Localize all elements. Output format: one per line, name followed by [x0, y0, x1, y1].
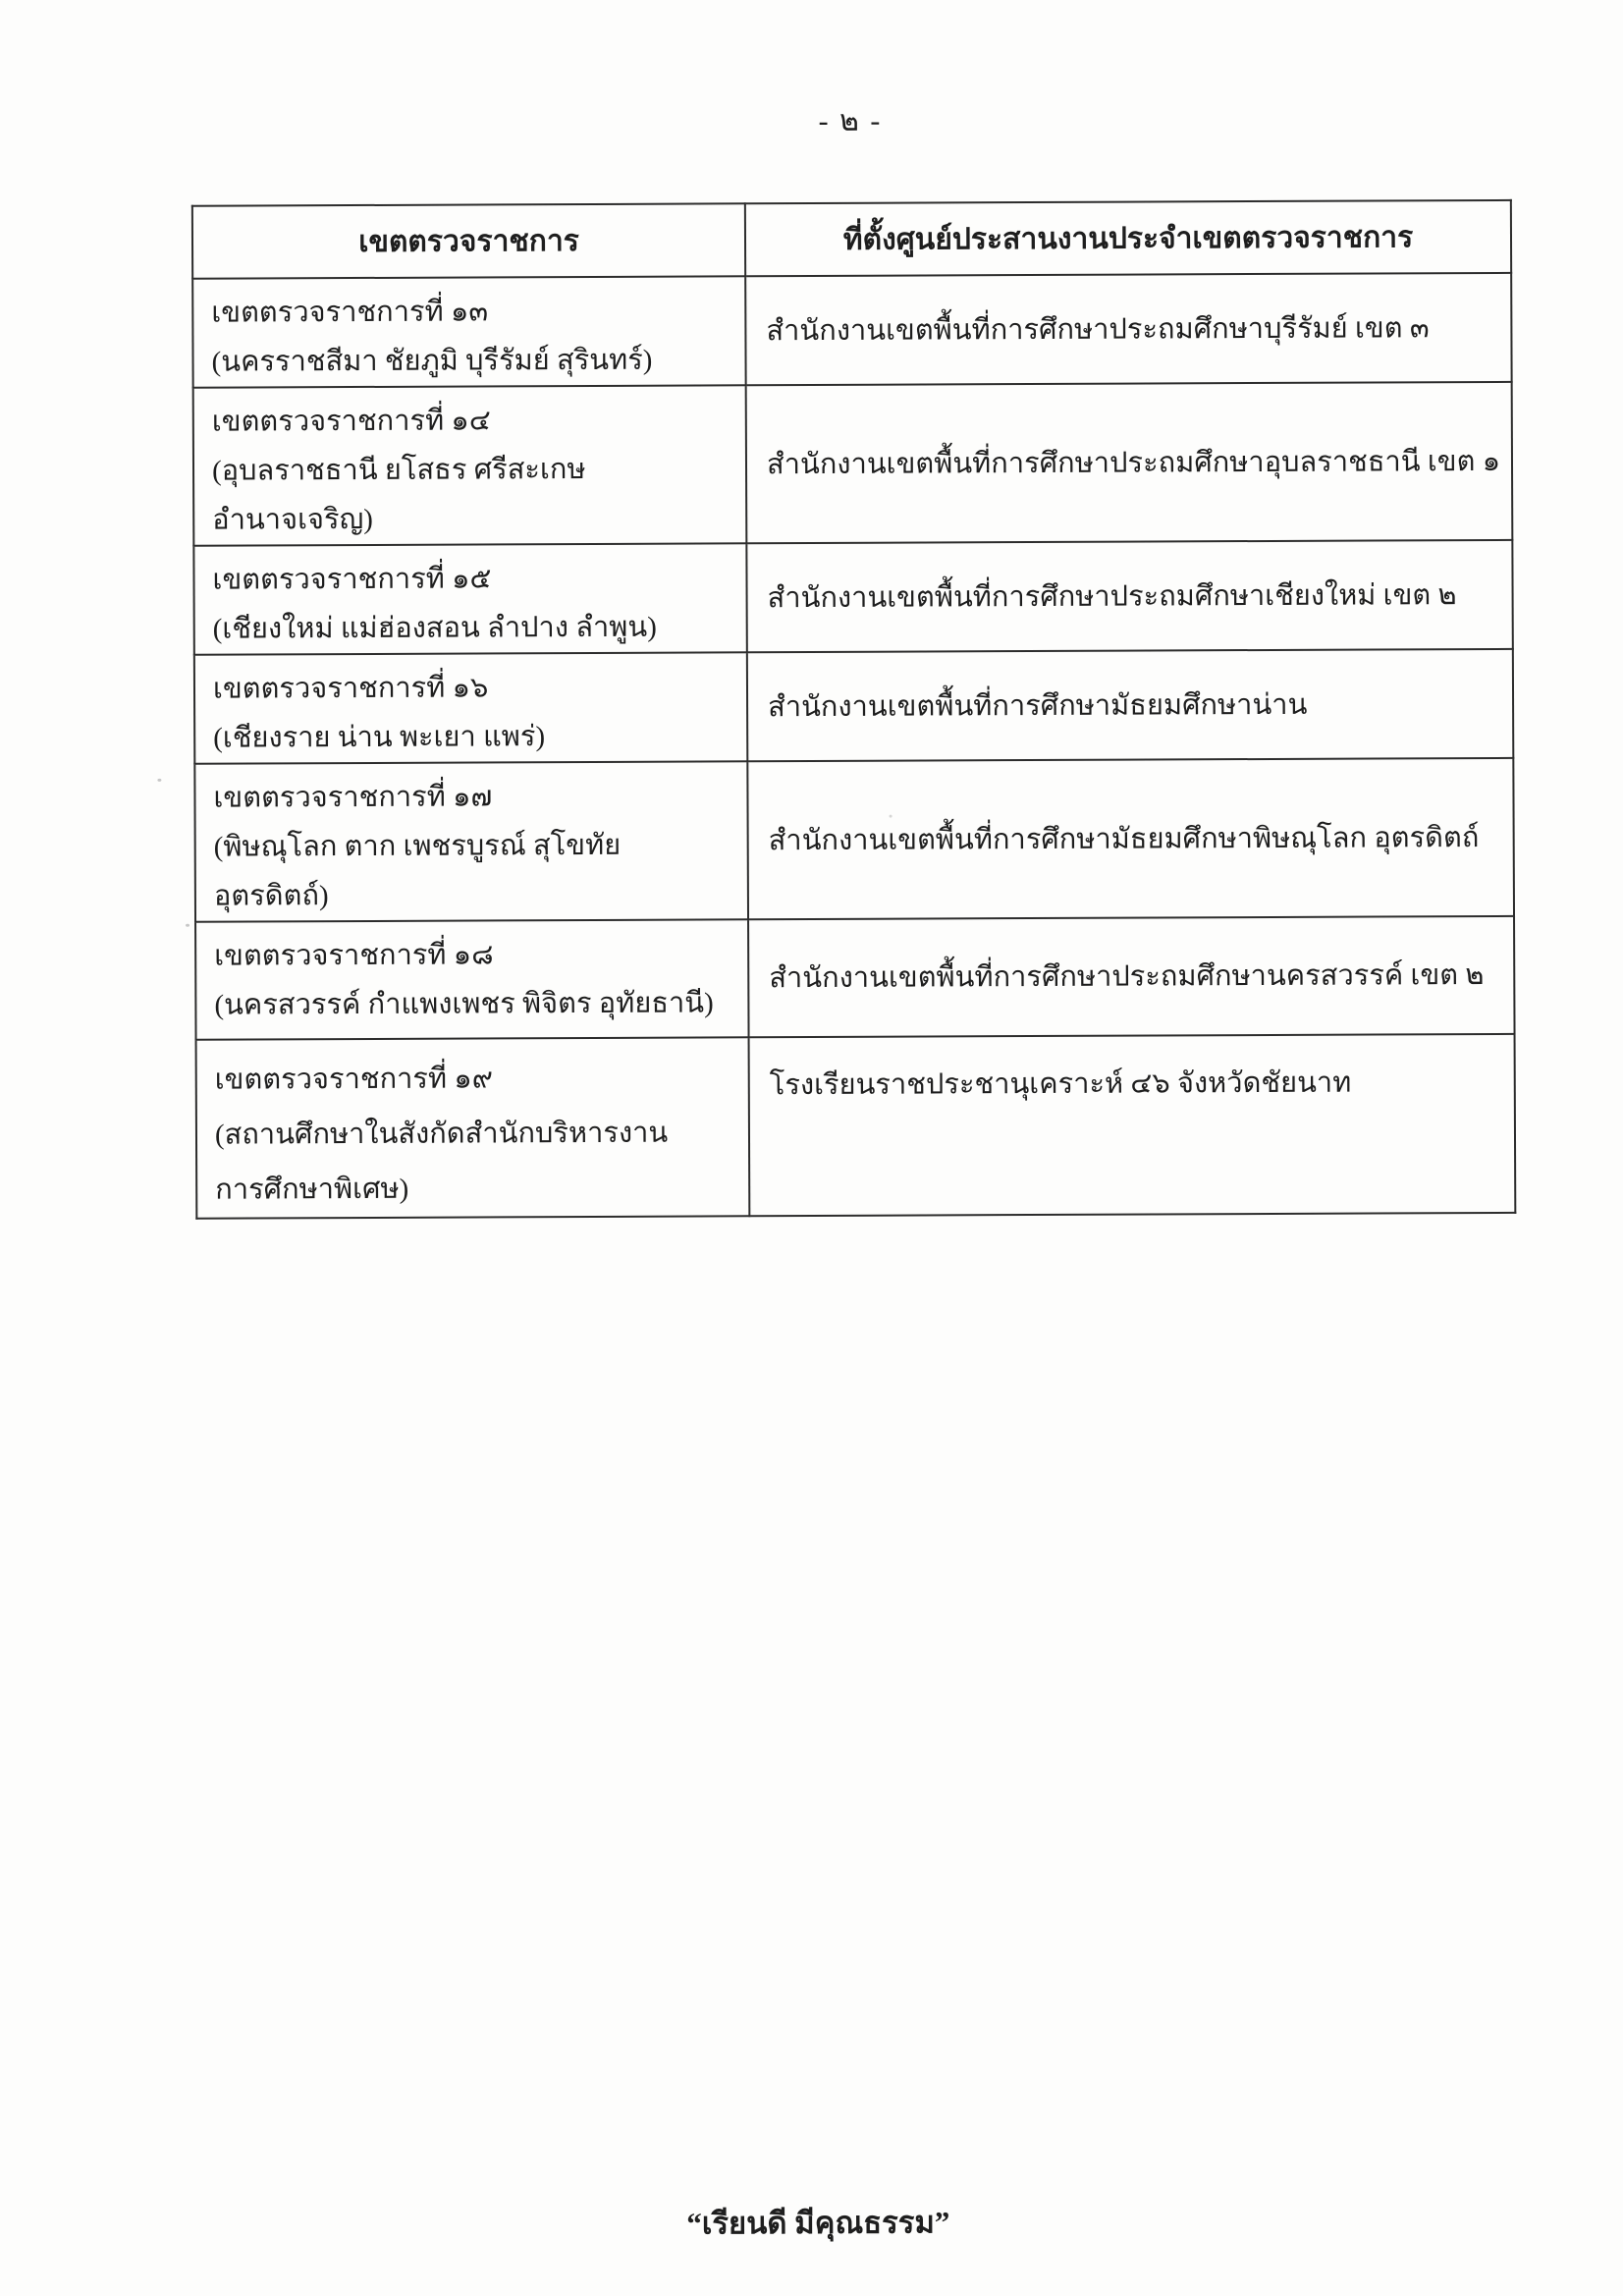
zone-cell [194, 652, 747, 763]
zone-title: เขตตรวจราชการที่ ๑๓ [211, 296, 489, 329]
zone-provinces: (นครราชสีมา ชัยภูมิ บุรีรัมย์ สุรินทร์) [211, 344, 653, 378]
zone-title: เขตตรวจราชการที่ ๑๘ [214, 939, 494, 972]
zone-cell [193, 385, 747, 545]
zone-title: เขตตรวจราชการที่ ๑๖ [212, 672, 489, 705]
zone-provinces: (เชียงใหม่ แม่ฮ่องสอน ลำปาง ลำพูน) [212, 611, 657, 645]
zone-provinces: (พิษณุโลก ตาก เพชรบูรณ์ สุโขทัย อุตรดิตถ์) [213, 829, 622, 912]
zone-provinces: (เชียงราย น่าน พะเยา แพร่) [213, 721, 546, 754]
center-location-cell: สำนักงานเขตพื้นที่การศึกษามัธยมศึกษาพิษณุโลก อุตรดิตถ์ [747, 758, 1514, 919]
header-zone-column: เขตตรวจราชการ [192, 203, 745, 278]
zone-cell [194, 761, 748, 921]
table-row [196, 1034, 1516, 1219]
zone-provinces: (นครสวรรค์ กำแพงเพชร พิจิตร อุทัยธานี) [214, 987, 714, 1021]
center-location-cell: สำนักงานเขตพื้นที่การศึกษามัธยมศึกษาน่าน [747, 649, 1513, 761]
zone-cell [192, 276, 745, 387]
center-location-cell: สำนักงานเขตพื้นที่การศึกษาประถมศึกษาบุรีรัมย์ เขต ๓ [745, 273, 1511, 385]
center-location-cell: โรงเรียนราชประชานุเคราะห์ ๔๖ จังหวัดชัยนาท [749, 1034, 1516, 1216]
page-number: - ๒ - [818, 104, 883, 137]
center-location-cell: สำนักงานเขตพื้นที่การศึกษาประถมศึกษานครสวรรค์ เขต ๒ [748, 916, 1515, 1037]
zone-cell [195, 919, 749, 1039]
zone-provinces-cont: การศึกษาพิเศษ) [215, 1173, 409, 1206]
scan-speck [157, 779, 161, 782]
center-location-cell: สำนักงานเขตพื้นที่การศึกษาประถมศึกษาอุบลราชธานี เขต ๑ [746, 382, 1513, 543]
zone-title: เขตตรวจราชการที่ ๑๙ [214, 1063, 494, 1096]
inspection-zones-table [191, 199, 1516, 1220]
zone-title: เขตตรวจราชการที่ ๑๕ [212, 563, 492, 596]
table-row [194, 758, 1514, 922]
table-row [192, 273, 1511, 388]
zone-provinces: (อุบลราชธานี ยโสธร ศรีสะเกษ อำนาจเจริญ) [211, 454, 586, 536]
scan-speck [186, 924, 189, 927]
zone-title: เขตตรวจราชการที่ ๑๗ [213, 781, 493, 814]
center-location-cell: สำนักงานเขตพื้นที่การศึกษาประถมศึกษาเชียงใหม่ เขต ๒ [746, 540, 1512, 652]
footer-slogan: “เรียนดี มีคุณธรรม” [686, 2205, 950, 2241]
zone-cell [196, 1037, 750, 1218]
zone-cell [193, 543, 746, 654]
table-row [194, 649, 1513, 764]
table-header-row [192, 200, 1511, 279]
table-row [193, 382, 1513, 546]
header-center-location-column: ที่ตั้งศูนย์ประสานงานประจำเขตตรวจราชการ [745, 200, 1511, 276]
table-row [195, 916, 1515, 1040]
scan-speck [890, 815, 893, 818]
table-row [193, 540, 1512, 655]
zone-title: เขตตรวจราชการที่ ๑๔ [211, 405, 491, 438]
zone-provinces: (สถานศึกษาในสังกัดสำนักบริหารงาน [214, 1117, 669, 1151]
